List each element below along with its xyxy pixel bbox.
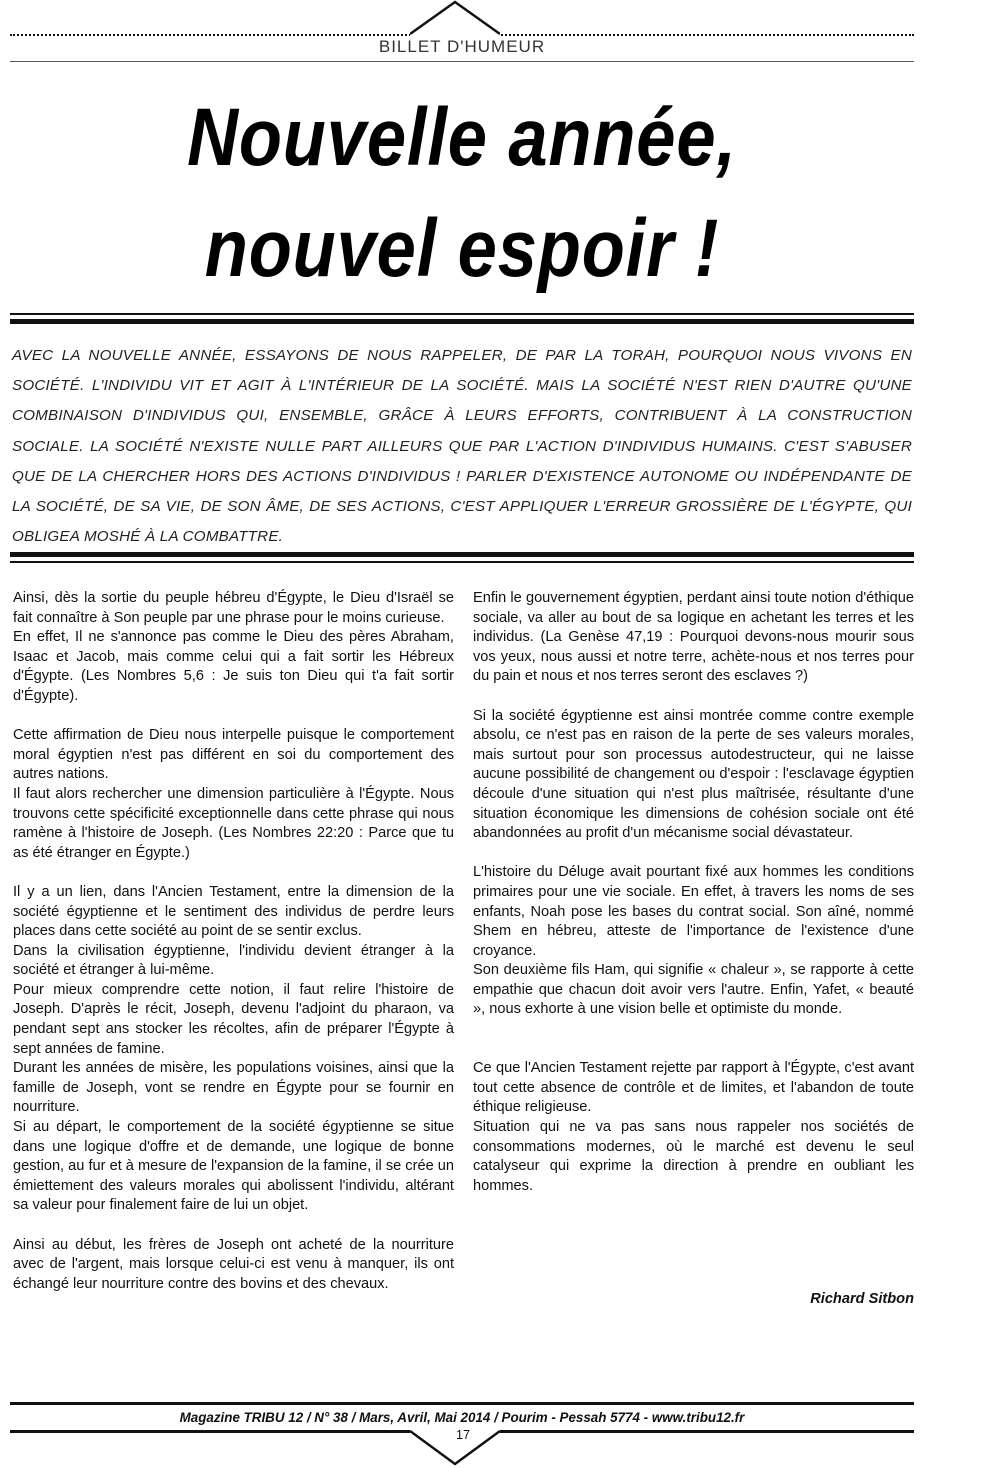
headline-line-2: nouvel espoir ! xyxy=(204,203,720,294)
intro-rule-thick xyxy=(10,552,914,557)
paragraph: Si la société égyptienne est ainsi montrée comme contre exemple absolu, ce n'est pas en raison de la perte de ses valeurs morales, mais surtout pour son processus autodestructeur, qui ne laisse aucune possibilité de changement ou d'espoir : l'esclavage égyptien découle d'une situation qui n'est plus maîtrisée, résultante d'une situation économique les dimensions de cohésion sociale ont été abandonnées au profit d'un mécanisme social dévastateur. xyxy=(473,707,914,842)
page-number: 17 xyxy=(456,1428,470,1442)
section-label: BILLET D'HUMEUR xyxy=(378,37,546,56)
top-thin-rule xyxy=(10,61,914,62)
headline xyxy=(73,82,850,304)
body-column-right xyxy=(473,589,914,1196)
paragraph: Si au départ, le comportement de la société égyptienne se situe dans une logique d'offre et de demande, une logique de bonne gestion, au fur et à mesure de l'expansion de la famine, il se crée un émiettement des valeurs morales qui abolissent l'individu, altérant sa valeur pour finalement faire de lui un objet. xyxy=(13,1119,454,1214)
paragraph: Ce que l'Ancien Testament rejette par rapport à l'Égypte, c'est avant tout cette absence de contrôle et de limites, et l'abandon de toute éthique religieuse. xyxy=(473,1060,914,1116)
top-triangle-ornament xyxy=(410,0,500,36)
footer-rule-top xyxy=(10,1402,914,1405)
paragraph: Durant les années de misère, les populations voisines, ainsi que la famille de Joseph, vont se rendre en Égypte pour se fournir en nourriture. xyxy=(13,1060,454,1116)
paragraph: Il y a un lien, dans l'Ancien Testament, entre la dimension de la société égyptienne et le sentiment des individus de perdre leurs places dans cette société au point de se sentir exclus. xyxy=(13,883,454,940)
footer-line: Magazine TRIBU 12 / N° 38 / Mars, Avril, Mai 2014 / Pourim - Pessah 5774 - www.tribu12.fr xyxy=(179,1410,745,1425)
paragraph: Son deuxième fils Ham, qui signifie « chaleur », se rapporte à cette empathie que chacun doit avoir vers l'autre. Enfin, Yafet, « beauté », nous exhorte à une vision belle et optimiste du monde. xyxy=(473,962,914,1018)
paragraph: Il faut alors rechercher une dimension particulière à l'Égypte. Nous trouvons cette spécificité exceptionnelle dans cette phrase qui nous ramène à l'histoire de Joseph. (Les Nombres 22:20 : Parce que tu as été étranger en Égypte.) xyxy=(13,785,454,861)
paragraph: Enfin le gouvernement égyptien, perdant ainsi toute notion d'éthique sociale, va aller au bout de sa logique en achetant les terres et les individus. (La Genèse 47,19 : Pourquoi devons-nous mourir sous vos yeux, nous aussi et notre terre, achète-nous et nos terres pour du pain et nous et nos terres seront des esclaves ?) xyxy=(473,590,914,685)
paragraph: Cette affirmation de Dieu nous interpelle puisque le comportement moral égyptien n'est pas différent en soi du comportement des autres nations. xyxy=(13,727,454,783)
intro-rule-thin xyxy=(10,561,914,563)
paragraph: Situation qui ne va pas sans nous rappeler nos sociétés de consommations modernes, où le marché est devenu le seul catalyseur qui exprime la direction à prendre en oubliant les hommes. xyxy=(473,1119,914,1194)
paragraph: Pour mieux comprendre cette notion, il faut relire l'histoire de Joseph. D'après le récit, Joseph, devenu l'adjoint du pharaon, va pendant sept ans stocker les récoltes, afin de préparer l'Égypte à sept années de famine. xyxy=(13,981,454,1057)
headline-rule-thin xyxy=(10,313,914,315)
paragraph: Dans la civilisation égyptienne, l'individu devient étranger à la société et étranger à lui-même. xyxy=(13,942,454,979)
body-column-left xyxy=(13,589,454,1294)
paragraph: En effet, Il ne s'annonce pas comme le Dieu des pères Abraham, Isaac et Jacob, mais comme celui qui a fait sortir les Hébreux d'Égypte. (Les Nombres 5,6 : Je suis ton Dieu qui t'a fait sortir d'Égypte). xyxy=(13,629,454,704)
intro-paragraph: AVEC LA NOUVELLE ANNÉE, ESSAYONS DE NOUS RAPPELER, DE PAR LA TORAH, POURQUOI NOUS VIVONS EN SOCIÉTÉ. L'INDIVIDU VIT ET AGIT À L'INTÉRIEUR DE LA SOCIÉTÉ. MAIS LA SOCIÉTÉ N'EST RIEN D'AUTRE QU'UNE COMBINAISON D'INDIVIDUS QUI, ENSEMBLE, GRÂCE À LEURS EFFORTS, CONTRIBUENT À LA CONSTRUCTION SOCIALE. LA SOCIÉTÉ N'EXISTE NULLE PART AILLEURS QUE PAR L'ACTION D'INDIVIDUS HUMAINS. C'EST S'ABUSER QUE DE LA CHERCHER HORS DES ACTIONS D'INDIVIDUS ! PARLER D'EXISTENCE AUTONOME OU INDÉPENDANTE DE LA SOCIÉTÉ, DE SA VIE, DE SON ÂME, DE SES ACTIONS, C'EST APPLIQUER L'ERREUR GROSSIÈRE DE L'ÉGYPTE, QUI OBLIGEA MOSHÉ À LA COMBATTRE. xyxy=(12,347,912,546)
author-signature: Richard Sitbon xyxy=(810,1291,914,1307)
headline-line-1: Nouvelle année, xyxy=(187,92,737,183)
paragraph: Ainsi, dès la sortie du peuple hébreu d'Égypte, le Dieu d'Israël se fait connaître à Son peuple par une phrase pour le moins curieuse. xyxy=(13,590,454,626)
headline-rule-thick xyxy=(10,319,914,324)
paragraph: L'histoire du Déluge avait pourtant fixé aux hommes les conditions primaires pour une vie sociale. En effet, à travers les noms de ses enfants, Noah pose les bases du contrat social. Son aîné, nommé Shem en hébreu, atteste de l'importance de l'existence d'une croyance. xyxy=(473,864,914,959)
paragraph: Ainsi au début, les frères de Joseph ont acheté de la nourriture avec de l'argent, mais lorsque celui-ci est venu à manquer, ils ont échangé leur nourriture contre des bovins et des chevaux. xyxy=(13,1236,454,1292)
